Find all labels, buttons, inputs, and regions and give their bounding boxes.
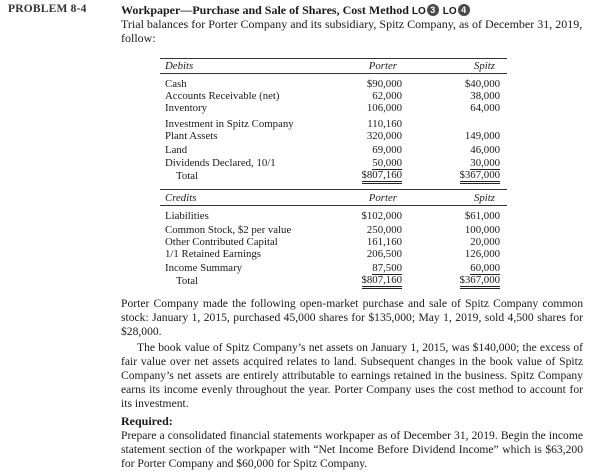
spitz-value: 64,000 [470, 102, 500, 114]
trial-balance-table [160, 58, 507, 290]
row-label: Common Stock, $2 per value [165, 224, 292, 236]
table-row [160, 78, 507, 90]
porter-column-heading: Porter [368, 192, 397, 204]
porter-total: $807,160 [362, 275, 403, 289]
porter-value: 50,000 [372, 157, 402, 169]
required-text: Prepare a consolidated financial statements workpaper as of December 31, 2019. Begin the income statement section of the workpaper with “Net Income Before Dividend Income” which is $63,200 for Porter Company and $60,000 for Spitz Company. [121, 429, 583, 470]
credits-header-rule [160, 205, 507, 206]
table-row [160, 102, 507, 114]
spitz-column-heading: Spitz [474, 192, 495, 204]
table-row [160, 224, 507, 236]
lo-number-badge: 4 [458, 4, 470, 16]
table-row [160, 262, 507, 274]
spitz-total: $367,000 [460, 275, 501, 289]
porter-value: 161,160 [366, 236, 402, 248]
problem-label: PROBLEM 8-4 [8, 3, 87, 15]
spitz-value: $40,000 [464, 78, 500, 90]
problem-title-text: Workpaper—Purchase and Sale of Shares, Cost Method [121, 3, 409, 17]
credits-top-rule [160, 189, 507, 190]
spitz-value: 20,000 [470, 236, 500, 248]
spitz-value: 126,000 [464, 248, 500, 260]
table-top-rule [160, 58, 507, 59]
row-label: Inventory [165, 102, 207, 114]
table-row [160, 118, 507, 130]
learning-objective-4 [443, 6, 474, 17]
porter-value: $102,000 [361, 210, 402, 222]
porter-value: 110,160 [367, 118, 402, 130]
porter-value: 320,000 [366, 130, 402, 142]
spitz-value: 46,000 [470, 144, 500, 156]
row-label: Cash [165, 78, 187, 90]
lo-number-badge: 3 [427, 4, 439, 16]
problem-intro: Trial balances for Porter Company and its subsidiary, Spitz Company, as of December 31, 2019, follow: [121, 17, 583, 45]
credits-header-row [160, 192, 507, 204]
required-heading: Required: [121, 414, 173, 428]
porter-value: $90,000 [366, 78, 402, 90]
learning-objective-3 [412, 6, 443, 17]
purchase-sale-paragraph: Porter Company made the following open-market purchase and sale of Spitz Company common stock: January 1, 2015, purchased 45,000 shares for $135,000; May 1, 2019, sold 4,500 shares for $28,000. [121, 297, 583, 338]
porter-column-heading: Porter [368, 60, 397, 72]
row-label: Dividends Declared, 10/1 [165, 157, 276, 169]
row-label: Total [176, 275, 199, 287]
table-row [160, 248, 507, 260]
table-row [160, 130, 507, 142]
row-label: 1/1 Retained Earnings [165, 248, 261, 260]
porter-value: 106,000 [366, 102, 402, 114]
row-label: Liabilities [165, 210, 209, 222]
spitz-value: 60,000 [470, 262, 500, 274]
porter-value: 62,000 [372, 90, 402, 102]
porter-value: 250,000 [366, 224, 402, 236]
table-row [160, 144, 507, 156]
row-label: Plant Assets [165, 130, 218, 142]
row-label: Investment in Spitz Company [165, 118, 294, 130]
spitz-column-heading: Spitz [474, 60, 495, 72]
spitz-total: $367,000 [460, 170, 501, 184]
book-value-paragraph: The book value of Spitz Company’s net assets on January 1, 2015, was $140,000; the excess of fair value over net assets acquired relates to land. Subsequent changes in the book value of Spitz Company’s net assets are entirely attributable to earnings retained in the business. Spitz Company earns its income evenly throughout the year. Porter Company uses the cost method to account for its investment. [121, 341, 583, 410]
debits-header-rule [160, 73, 507, 74]
table-row [160, 90, 507, 102]
problem-title [121, 3, 474, 18]
debits-total-row [160, 170, 507, 182]
spitz-value: 38,000 [470, 90, 500, 102]
lo-prefix: LO [442, 6, 457, 17]
row-label: Total [176, 170, 199, 182]
row-label: Other Contributed Capital [165, 236, 278, 248]
row-label: Land [165, 144, 188, 156]
table-row [160, 236, 507, 248]
row-label: Accounts Receivable (net) [165, 90, 280, 102]
porter-value: 87,500 [372, 262, 402, 274]
credits-total-row [160, 275, 507, 287]
credits-heading: Credits [165, 192, 197, 204]
spitz-value: 30,000 [470, 157, 500, 169]
porter-total: $807,160 [362, 170, 403, 184]
porter-value: 69,000 [372, 144, 402, 156]
porter-value: 206,500 [366, 248, 402, 260]
spitz-value: 149,000 [464, 130, 500, 142]
spitz-value: $61,000 [464, 210, 500, 222]
lo-prefix: LO [411, 6, 426, 17]
row-label: Income Summary [165, 262, 243, 274]
debits-heading: Debits [165, 60, 194, 72]
table-row [160, 210, 507, 222]
spitz-value: 100,000 [464, 224, 500, 236]
debits-header-row [160, 60, 507, 72]
table-row [160, 157, 507, 169]
